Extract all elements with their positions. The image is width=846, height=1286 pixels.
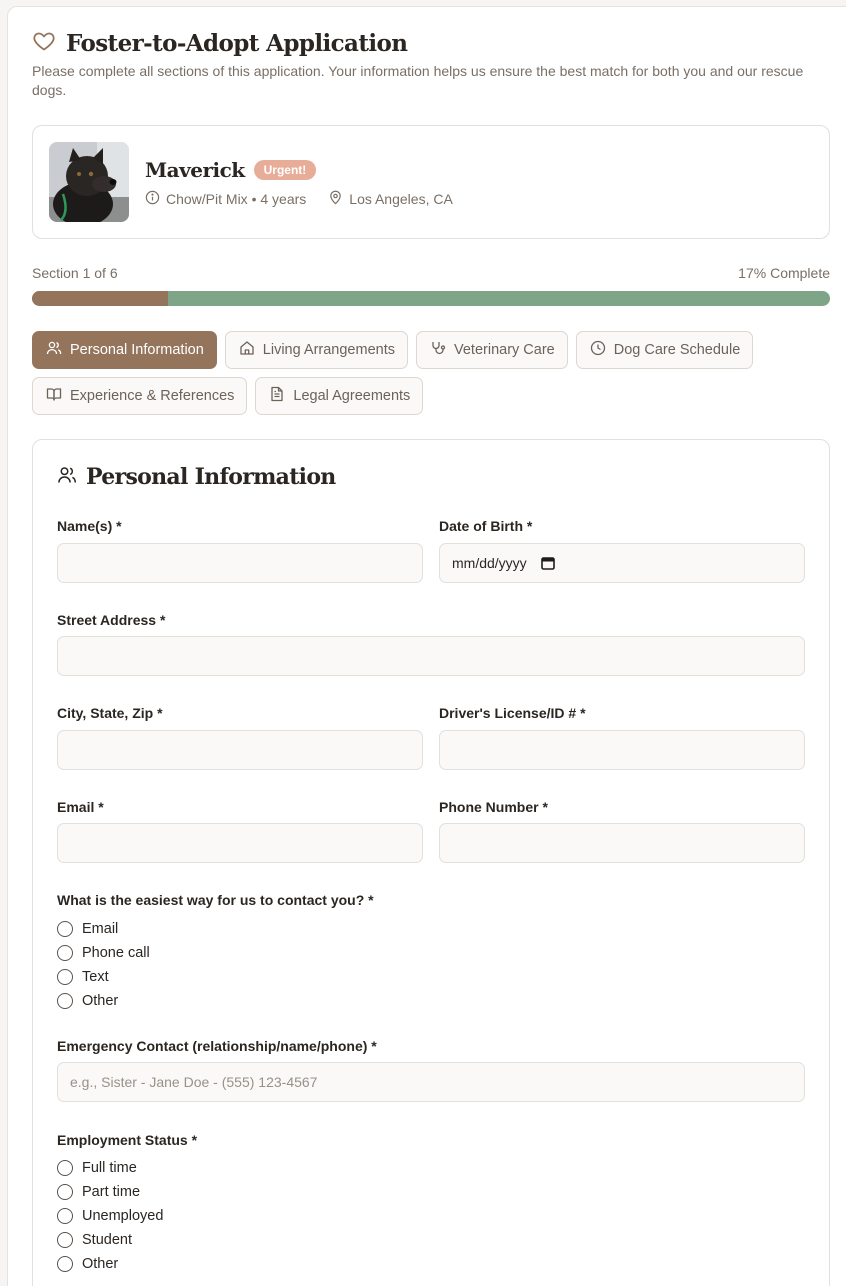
dog-meta	[145, 190, 453, 208]
radio-label: Other	[82, 993, 119, 1009]
license-label: Driver's License/ID # *	[439, 705, 586, 721]
urgent-badge: Urgent!	[254, 160, 317, 180]
radio-circle[interactable]	[57, 1160, 73, 1176]
info-icon	[145, 190, 160, 208]
radio-label: Student	[82, 1232, 132, 1248]
radio-circle[interactable]	[57, 945, 73, 961]
radio-circle[interactable]	[57, 921, 73, 937]
street-input[interactable]	[57, 636, 805, 676]
radio-label: Phone call	[82, 945, 150, 961]
percent-complete: 17% Complete	[738, 265, 830, 281]
email-label: Email *	[57, 799, 104, 815]
radio-label: Unemployed	[82, 1208, 164, 1224]
radio-contact-other[interactable]	[57, 992, 150, 1010]
section-tabs	[32, 331, 832, 415]
tab-label: Experience & References	[70, 388, 235, 404]
phone-input[interactable]	[439, 823, 805, 863]
home-icon	[239, 340, 255, 360]
contact-method-group	[57, 920, 150, 1010]
license-input[interactable]	[439, 730, 805, 770]
dog-location: Los Angeles, CA	[349, 191, 453, 207]
employment-label: Employment Status *	[57, 1132, 198, 1148]
email-input[interactable]	[57, 823, 423, 863]
page-title: Foster-to-Adopt Application	[66, 30, 408, 57]
section-header	[57, 464, 336, 490]
radio-label: Email	[82, 921, 119, 937]
tab-experience-references[interactable]	[32, 377, 247, 415]
tab-legal-agreements[interactable]	[255, 377, 423, 415]
radio-circle[interactable]	[57, 1256, 73, 1272]
radio-employment-unemployed[interactable]	[57, 1207, 163, 1225]
progress-bar	[32, 291, 830, 306]
heart-icon	[32, 29, 56, 58]
dog-breed-age: Chow/Pit Mix • 4 years	[166, 191, 307, 207]
tab-veterinary-care[interactable]	[416, 331, 568, 369]
personal-information-section	[32, 439, 830, 1286]
radio-employment-student[interactable]	[57, 1231, 163, 1249]
progress-labels	[32, 265, 830, 281]
radio-circle[interactable]	[57, 1232, 73, 1248]
dog-name: Maverick	[145, 158, 245, 182]
section-counter: Section 1 of 6	[32, 265, 118, 281]
tab-label: Veterinary Care	[453, 342, 555, 358]
contact-method-label: What is the easiest way for us to contact you? *	[57, 892, 374, 908]
page-header	[32, 29, 407, 58]
radio-contact-phone[interactable]	[57, 944, 150, 962]
calendar-icon[interactable]	[541, 556, 555, 570]
radio-circle[interactable]	[57, 969, 73, 985]
names-label: Name(s) *	[57, 518, 122, 534]
tab-label: Personal Information	[70, 342, 204, 358]
dog-photo	[49, 142, 129, 222]
radio-circle[interactable]	[57, 1184, 73, 1200]
dob-value: mm/dd/yyyy	[452, 555, 527, 571]
radio-label: Text	[82, 969, 109, 985]
phone-label: Phone Number *	[439, 799, 548, 815]
emergency-placeholder: e.g., Sister - Jane Doe - (555) 123-4567	[70, 1074, 318, 1090]
dog-name-row	[145, 158, 316, 182]
users-icon	[46, 340, 62, 360]
map-pin-icon	[328, 190, 343, 208]
city-label: City, State, Zip *	[57, 705, 163, 721]
radio-employment-full-time[interactable]	[57, 1159, 163, 1177]
radio-circle[interactable]	[57, 993, 73, 1009]
employment-group	[57, 1159, 163, 1273]
names-input[interactable]	[57, 543, 423, 583]
application-page	[7, 6, 846, 1286]
page-subtitle: Please complete all sections of this application. Your information helps us ensure the best match for both you and our rescue dogs.	[32, 63, 804, 98]
tab-personal-information[interactable]	[32, 331, 217, 369]
radio-employment-part-time[interactable]	[57, 1183, 163, 1201]
document-icon	[269, 386, 285, 406]
tab-dog-care-schedule[interactable]	[576, 331, 754, 369]
radio-contact-text[interactable]	[57, 968, 150, 986]
dog-card	[32, 125, 830, 239]
stethoscope-icon	[430, 340, 446, 360]
dob-label: Date of Birth *	[439, 518, 533, 534]
tab-living-arrangements[interactable]	[225, 331, 408, 369]
tab-label: Living Arrangements	[262, 342, 395, 358]
radio-label: Full time	[82, 1160, 137, 1176]
radio-contact-email[interactable]	[57, 920, 150, 938]
users-icon	[57, 465, 77, 490]
emergency-input[interactable]	[57, 1062, 805, 1102]
clock-icon	[590, 340, 606, 360]
book-icon	[46, 386, 62, 406]
radio-employment-other[interactable]	[57, 1255, 163, 1273]
city-input[interactable]	[57, 730, 423, 770]
tab-label: Legal Agreements	[293, 388, 411, 404]
street-label: Street Address *	[57, 612, 166, 628]
radio-label: Other	[82, 1256, 119, 1272]
dob-input[interactable]	[439, 543, 805, 583]
progress-fill	[32, 291, 168, 306]
tab-label: Dog Care Schedule	[613, 342, 741, 358]
section-title: Personal Information	[86, 464, 336, 490]
emergency-label: Emergency Contact (relationship/name/phone) *	[57, 1038, 377, 1054]
radio-label: Part time	[82, 1184, 141, 1200]
radio-circle[interactable]	[57, 1208, 73, 1224]
